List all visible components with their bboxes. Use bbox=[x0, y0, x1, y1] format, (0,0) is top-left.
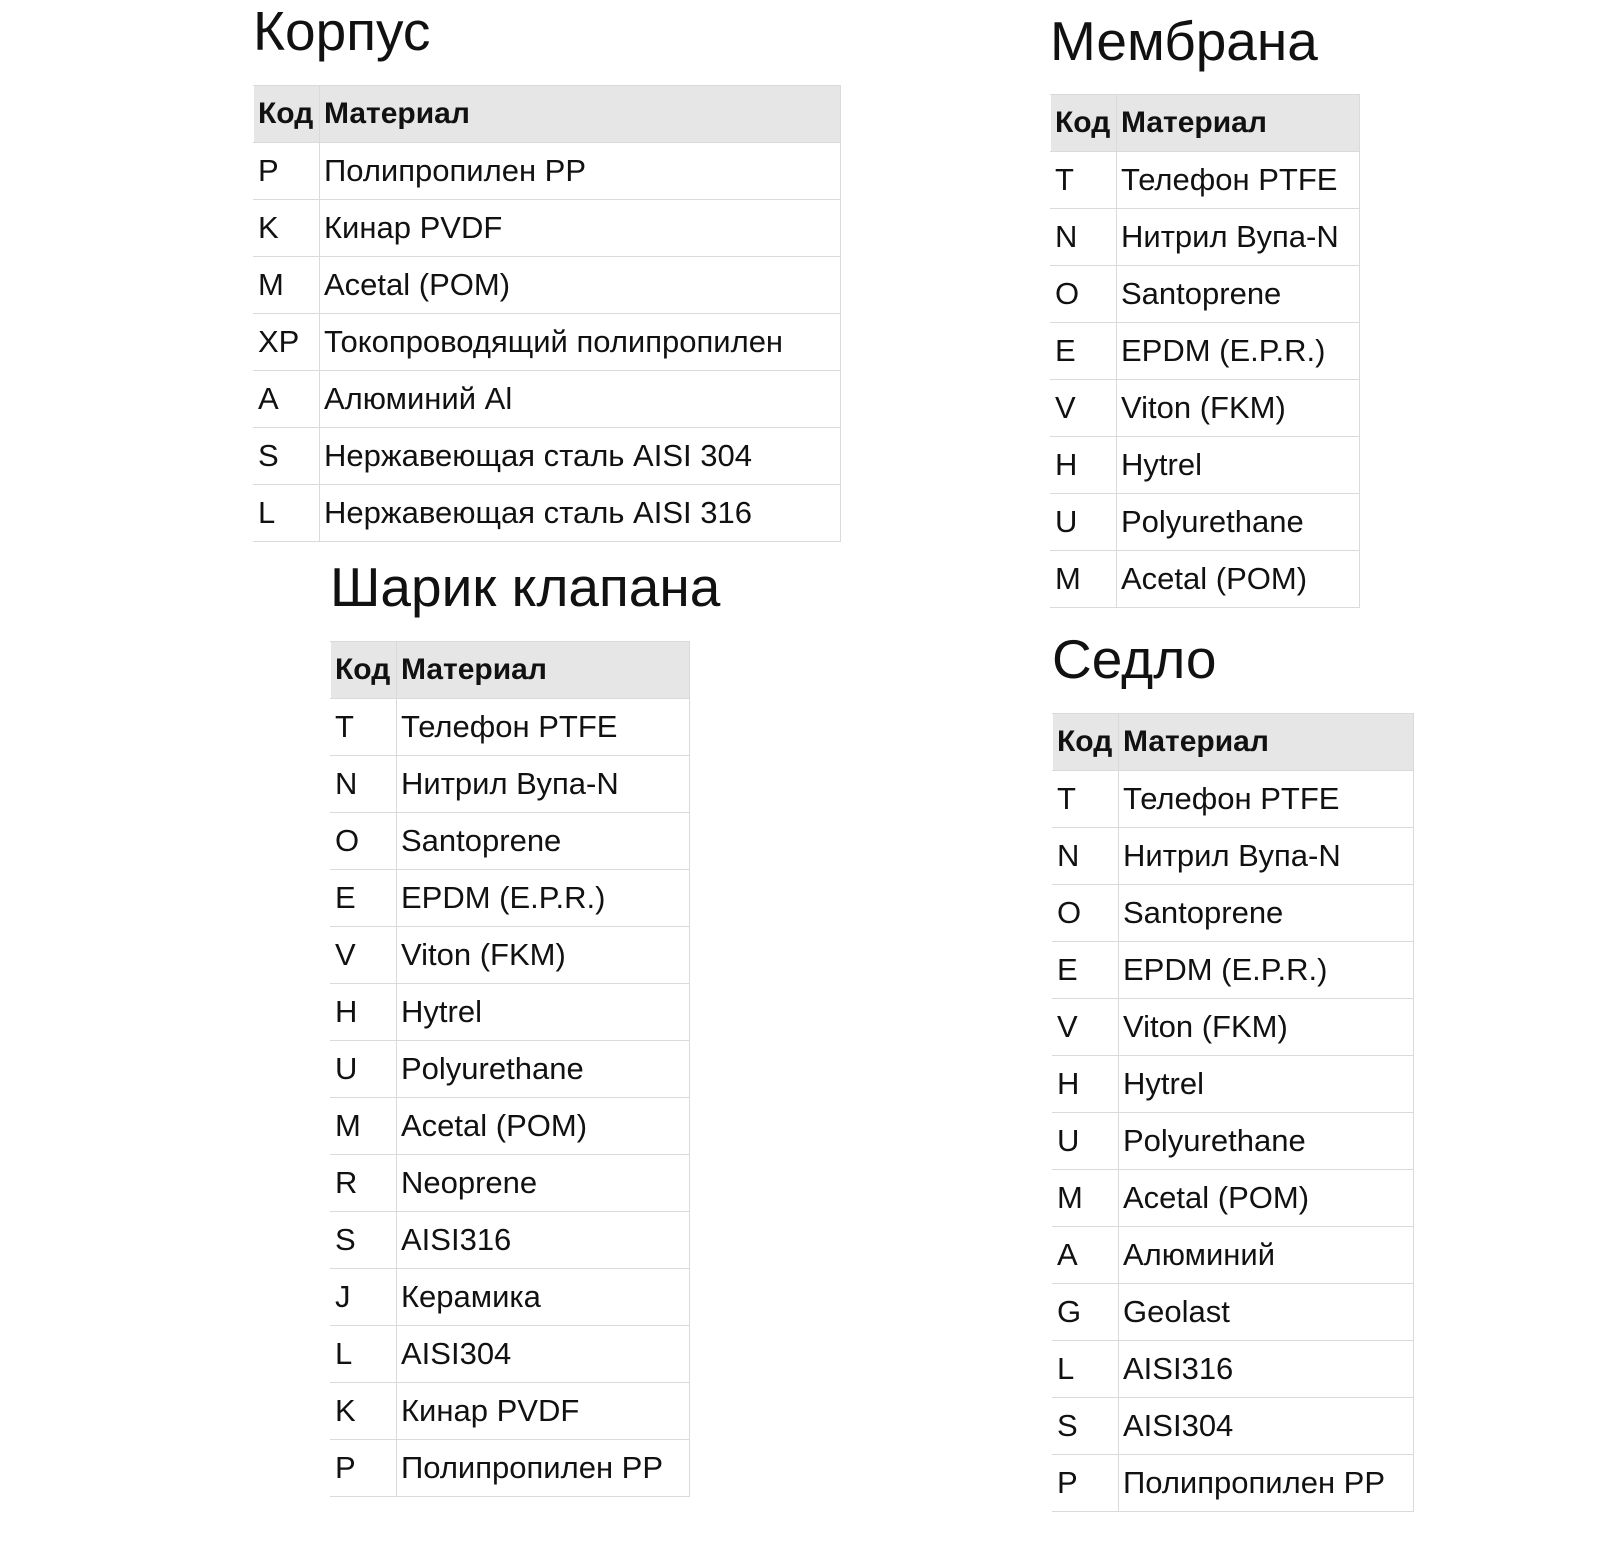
material-code-cell: V bbox=[1051, 380, 1117, 437]
korpus-heading: Корпус bbox=[253, 0, 431, 62]
material-code-cell: N bbox=[1053, 828, 1119, 885]
material-name-cell: Viton (FKM) bbox=[1117, 380, 1360, 437]
material-name-cell: Polyurethane bbox=[1117, 494, 1360, 551]
material-name-cell: Hytrel bbox=[397, 984, 690, 1041]
material-name-cell: Телефон PTFE bbox=[1117, 152, 1360, 209]
material-column-header: Материал bbox=[320, 86, 841, 143]
material-code-cell: J bbox=[331, 1269, 397, 1326]
table-row bbox=[331, 927, 690, 984]
table-row bbox=[1053, 1227, 1414, 1284]
table-row bbox=[331, 1212, 690, 1269]
material-code-cell: H bbox=[331, 984, 397, 1041]
table-row bbox=[331, 699, 690, 756]
material-code-cell: U bbox=[1051, 494, 1117, 551]
table-row bbox=[1053, 885, 1414, 942]
material-name-cell: Нитрил Вупа-N bbox=[1117, 209, 1360, 266]
material-code-cell: P bbox=[254, 143, 320, 200]
material-name-cell: Нитрил Вупа-N bbox=[397, 756, 690, 813]
table-row bbox=[1053, 1398, 1414, 1455]
material-code-cell: S bbox=[254, 428, 320, 485]
material-name-cell: Santoprene bbox=[397, 813, 690, 870]
material-name-cell: Полипропилен PP bbox=[320, 143, 841, 200]
table-row bbox=[1053, 942, 1414, 999]
table-row bbox=[1051, 323, 1360, 380]
material-name-cell: Кинар PVDF bbox=[397, 1383, 690, 1440]
material-name-cell: EPDM (E.P.R.) bbox=[1119, 942, 1414, 999]
code-column-header: Код bbox=[331, 642, 397, 699]
material-code-cell: O bbox=[1051, 266, 1117, 323]
material-code-cell: T bbox=[1053, 771, 1119, 828]
material-code-cell: S bbox=[331, 1212, 397, 1269]
material-code-cell: O bbox=[1053, 885, 1119, 942]
material-code-cell: A bbox=[254, 371, 320, 428]
table-row bbox=[331, 813, 690, 870]
material-name-cell: Acetal (POM) bbox=[1117, 551, 1360, 608]
code-column-header: Код bbox=[254, 86, 320, 143]
material-code-cell: M bbox=[331, 1098, 397, 1155]
table-header-row bbox=[1053, 714, 1414, 771]
material-code-cell: G bbox=[1053, 1284, 1119, 1341]
material-code-cell: M bbox=[1053, 1170, 1119, 1227]
material-code-cell: P bbox=[331, 1440, 397, 1497]
material-name-cell: AISI304 bbox=[1119, 1398, 1414, 1455]
table-row bbox=[1051, 551, 1360, 608]
material-code-cell: M bbox=[1051, 551, 1117, 608]
material-name-cell: Santoprene bbox=[1119, 885, 1414, 942]
table-row bbox=[1051, 209, 1360, 266]
material-code-cell: E bbox=[331, 870, 397, 927]
table-row bbox=[254, 485, 841, 542]
material-code-cell: U bbox=[1053, 1113, 1119, 1170]
material-code-cell: L bbox=[254, 485, 320, 542]
table-row bbox=[254, 428, 841, 485]
table-row bbox=[1053, 1341, 1414, 1398]
material-name-cell: Нержавеющая сталь AISI 316 bbox=[320, 485, 841, 542]
material-name-cell: Телефон PTFE bbox=[397, 699, 690, 756]
material-name-cell: Hytrel bbox=[1119, 1056, 1414, 1113]
material-name-cell: Телефон PTFE bbox=[1119, 771, 1414, 828]
material-name-cell: Алюминий bbox=[1119, 1227, 1414, 1284]
material-code-cell: N bbox=[1051, 209, 1117, 266]
table-row bbox=[1051, 437, 1360, 494]
material-name-cell: Viton (FKM) bbox=[1119, 999, 1414, 1056]
material-code-cell: S bbox=[1053, 1398, 1119, 1455]
table-row bbox=[331, 984, 690, 1041]
material-name-cell: Нитрил Вупа-N bbox=[1119, 828, 1414, 885]
material-code-cell: XP bbox=[254, 314, 320, 371]
material-name-cell: AISI316 bbox=[1119, 1341, 1414, 1398]
material-code-cell: K bbox=[254, 200, 320, 257]
material-column-header: Материал bbox=[397, 642, 690, 699]
membrana-heading: Мембрана bbox=[1050, 10, 1318, 72]
table-row bbox=[331, 756, 690, 813]
table-row bbox=[1053, 1056, 1414, 1113]
korpus-table bbox=[253, 85, 841, 542]
material-column-header: Материал bbox=[1117, 95, 1360, 152]
material-name-cell: Viton (FKM) bbox=[397, 927, 690, 984]
table-row bbox=[331, 1155, 690, 1212]
material-code-cell: U bbox=[331, 1041, 397, 1098]
material-code-cell: E bbox=[1053, 942, 1119, 999]
material-name-cell: AISI304 bbox=[397, 1326, 690, 1383]
material-code-cell: R bbox=[331, 1155, 397, 1212]
table-row bbox=[331, 1041, 690, 1098]
material-name-cell: Polyurethane bbox=[397, 1041, 690, 1098]
material-code-cell: T bbox=[331, 699, 397, 756]
table-row bbox=[1053, 828, 1414, 885]
sharik-heading: Шарик клапана bbox=[330, 556, 721, 618]
material-code-cell: H bbox=[1051, 437, 1117, 494]
material-name-cell: EPDM (E.P.R.) bbox=[397, 870, 690, 927]
table-row bbox=[1053, 1455, 1414, 1512]
table-row bbox=[1053, 1113, 1414, 1170]
table-header-row bbox=[254, 86, 841, 143]
material-name-cell: Токопроводящий полипропилен bbox=[320, 314, 841, 371]
table-row bbox=[1053, 999, 1414, 1056]
material-name-cell: Полипропилен PP bbox=[397, 1440, 690, 1497]
material-name-cell: Geolast bbox=[1119, 1284, 1414, 1341]
table-row bbox=[331, 1383, 690, 1440]
material-code-cell: H bbox=[1053, 1056, 1119, 1113]
table-row bbox=[331, 1269, 690, 1326]
table-row bbox=[1053, 1170, 1414, 1227]
table-header-row bbox=[1051, 95, 1360, 152]
sharik-table bbox=[330, 641, 690, 1497]
material-name-cell: Hytrel bbox=[1117, 437, 1360, 494]
material-code-cell: L bbox=[1053, 1341, 1119, 1398]
material-name-cell: Polyurethane bbox=[1119, 1113, 1414, 1170]
material-name-cell: Acetal (POM) bbox=[397, 1098, 690, 1155]
material-name-cell: Neoprene bbox=[397, 1155, 690, 1212]
sedlo-table bbox=[1052, 713, 1414, 1512]
material-name-cell: Нержавеющая сталь AISI 304 bbox=[320, 428, 841, 485]
table-row bbox=[1051, 380, 1360, 437]
material-code-cell: E bbox=[1051, 323, 1117, 380]
material-name-cell: Acetal (POM) bbox=[320, 257, 841, 314]
table-row bbox=[254, 257, 841, 314]
material-name-cell: AISI316 bbox=[397, 1212, 690, 1269]
table-row bbox=[1053, 1284, 1414, 1341]
table-row bbox=[331, 1098, 690, 1155]
table-row bbox=[254, 200, 841, 257]
table-header-row bbox=[331, 642, 690, 699]
material-name-cell: Acetal (POM) bbox=[1119, 1170, 1414, 1227]
material-code-cell: P bbox=[1053, 1455, 1119, 1512]
material-code-cell: N bbox=[331, 756, 397, 813]
material-code-cell: K bbox=[331, 1383, 397, 1440]
table-row bbox=[254, 371, 841, 428]
material-code-cell: M bbox=[254, 257, 320, 314]
table-row bbox=[254, 314, 841, 371]
material-name-cell: Кинар PVDF bbox=[320, 200, 841, 257]
table-row bbox=[1051, 494, 1360, 551]
code-column-header: Код bbox=[1053, 714, 1119, 771]
material-column-header: Материал bbox=[1119, 714, 1414, 771]
table-row bbox=[1051, 266, 1360, 323]
table-row bbox=[331, 870, 690, 927]
material-code-cell: V bbox=[1053, 999, 1119, 1056]
material-code-cell: L bbox=[331, 1326, 397, 1383]
table-row bbox=[1053, 771, 1414, 828]
material-code-cell: A bbox=[1053, 1227, 1119, 1284]
membrana-table bbox=[1050, 94, 1360, 608]
material-code-cell: V bbox=[331, 927, 397, 984]
code-column-header: Код bbox=[1051, 95, 1117, 152]
material-name-cell: Керамика bbox=[397, 1269, 690, 1326]
material-name-cell: EPDM (E.P.R.) bbox=[1117, 323, 1360, 380]
table-row bbox=[331, 1440, 690, 1497]
sedlo-heading: Седло bbox=[1052, 628, 1217, 690]
table-row bbox=[331, 1326, 690, 1383]
material-name-cell: Полипропилен PP bbox=[1119, 1455, 1414, 1512]
material-code-cell: T bbox=[1051, 152, 1117, 209]
material-name-cell: Алюминий Al bbox=[320, 371, 841, 428]
table-row bbox=[254, 143, 841, 200]
table-row bbox=[1051, 152, 1360, 209]
material-code-cell: O bbox=[331, 813, 397, 870]
material-name-cell: Santoprene bbox=[1117, 266, 1360, 323]
